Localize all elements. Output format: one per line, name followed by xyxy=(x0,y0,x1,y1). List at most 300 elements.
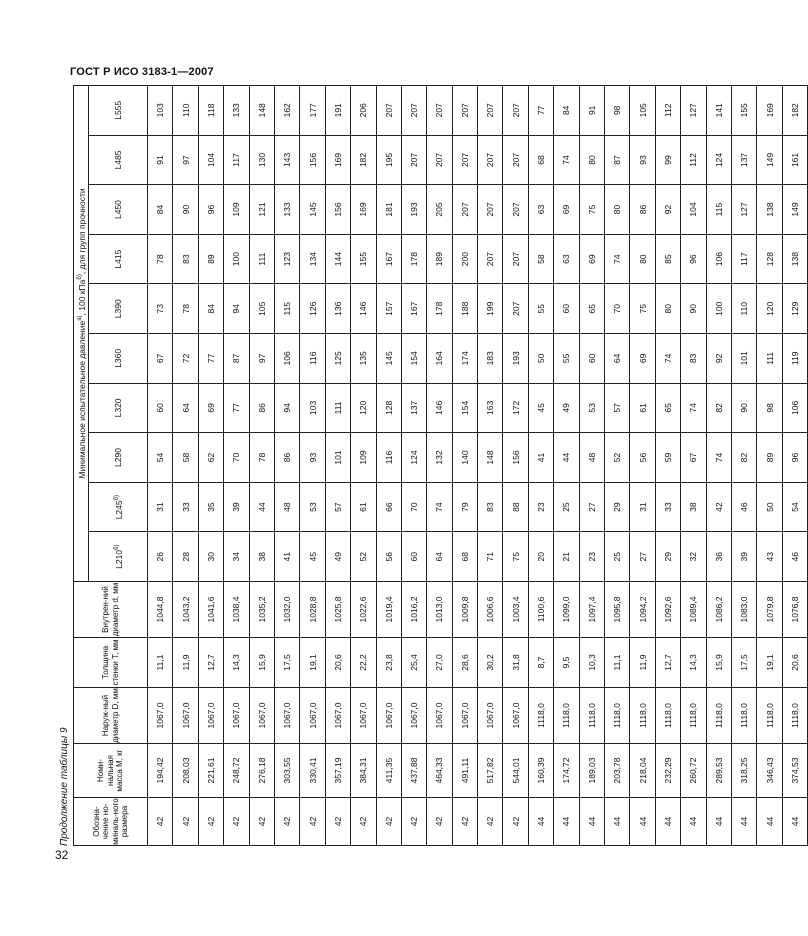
table-cell: 1003,4 xyxy=(503,582,528,638)
table-cell: 25 xyxy=(605,532,630,582)
table-cell: 1118,0 xyxy=(528,688,553,744)
table-cell: 384,31 xyxy=(351,744,376,798)
table-row xyxy=(757,85,782,845)
table-cell: 74 xyxy=(681,383,706,433)
table-cell: 22,2 xyxy=(351,638,376,688)
table-cell: 45 xyxy=(528,383,553,433)
table-cell: 116 xyxy=(300,334,325,384)
table-cell: 1067,0 xyxy=(452,688,477,744)
table-cell: 77 xyxy=(528,85,553,135)
table-cell: 154 xyxy=(452,383,477,433)
table-cell: 56 xyxy=(376,532,401,582)
table-cell: 46 xyxy=(731,482,756,532)
table-cell: 17,5 xyxy=(274,638,299,688)
table-cell: 207 xyxy=(478,135,503,185)
table-cell: 44 xyxy=(554,433,579,483)
table-row xyxy=(148,85,173,845)
table-cell: 57 xyxy=(325,482,350,532)
table-cell: 1067,0 xyxy=(478,688,503,744)
table-cell: 208,03 xyxy=(173,744,198,798)
table-cell: 200 xyxy=(452,234,477,284)
table-cell: 17,5 xyxy=(731,638,756,688)
table-cell: 31,8 xyxy=(503,638,528,688)
table-cell: 97 xyxy=(249,334,274,384)
table-row xyxy=(554,85,579,845)
table-cell: 1067,0 xyxy=(376,688,401,744)
table-cell: 260,72 xyxy=(681,744,706,798)
table-cell: 103 xyxy=(300,383,325,433)
table-cell: 162 xyxy=(274,85,299,135)
table-cell: 15,9 xyxy=(706,638,731,688)
table-cell: 1009,8 xyxy=(452,582,477,638)
table-cell: 1067,0 xyxy=(427,688,452,744)
table-cell: 1118,0 xyxy=(630,688,655,744)
table-cell: 52 xyxy=(605,433,630,483)
table-cell: 42 xyxy=(198,798,223,846)
table-cell: 101 xyxy=(325,433,350,483)
grade-header-l450: L450 xyxy=(89,185,148,235)
table-cell: 11,9 xyxy=(630,638,655,688)
table-cell: 1118,0 xyxy=(782,688,807,744)
table-cell: 149 xyxy=(782,185,807,235)
table-cell: 1094,2 xyxy=(630,582,655,638)
table-cell: 78 xyxy=(148,234,173,284)
table-cell: 1079,8 xyxy=(757,582,782,638)
table-cell: 49 xyxy=(325,532,350,582)
table-cell: 164 xyxy=(427,334,452,384)
table-cell: 138 xyxy=(757,185,782,235)
table-cell: 191 xyxy=(325,85,350,135)
table-cell: 160,39 xyxy=(528,744,553,798)
table-cell: 178 xyxy=(401,234,426,284)
table-cell: 1067,0 xyxy=(300,688,325,744)
table-cell: 330,41 xyxy=(300,744,325,798)
table-cell: 62 xyxy=(198,433,223,483)
table-cell: 45 xyxy=(300,532,325,582)
table-cell: 70 xyxy=(605,284,630,334)
table-row xyxy=(173,85,198,845)
table-cell: 71 xyxy=(478,532,503,582)
table-cell: 218,04 xyxy=(630,744,655,798)
table-cell: 145 xyxy=(300,185,325,235)
table-cell: 207 xyxy=(452,185,477,235)
table-cell: 96 xyxy=(198,185,223,235)
table-cell: 87 xyxy=(605,135,630,185)
table-cell: 44 xyxy=(681,798,706,846)
table-cell: 491,11 xyxy=(452,744,477,798)
table-cell: 83 xyxy=(478,482,503,532)
table-cell: 1092,6 xyxy=(655,582,680,638)
table-cell: 103 xyxy=(148,85,173,135)
table-cell: 126 xyxy=(300,284,325,334)
table-cell: 1028,8 xyxy=(300,582,325,638)
table-cell: 75 xyxy=(579,185,604,235)
table-cell: 136 xyxy=(325,284,350,334)
table-cell: 19,1 xyxy=(757,638,782,688)
table-cell: 14,3 xyxy=(681,638,706,688)
table-cell: 140 xyxy=(452,433,477,483)
table-cell: 207 xyxy=(427,135,452,185)
table-cell: 93 xyxy=(630,135,655,185)
table-cell: 129 xyxy=(782,284,807,334)
table-cell: 146 xyxy=(351,284,376,334)
table-cell: 65 xyxy=(579,284,604,334)
table-row xyxy=(528,85,553,845)
table-cell: 60 xyxy=(579,334,604,384)
table-cell: 68 xyxy=(528,135,553,185)
table-cell: 248,72 xyxy=(224,744,249,798)
table-row xyxy=(198,85,223,845)
table-cell: 127 xyxy=(731,185,756,235)
table-cell: 137 xyxy=(401,383,426,433)
table-cell: 74 xyxy=(554,135,579,185)
table-row xyxy=(782,85,807,845)
table-cell: 75 xyxy=(630,284,655,334)
table-cell: 33 xyxy=(173,482,198,532)
table-cell: 49 xyxy=(554,383,579,433)
table-cell: 42 xyxy=(300,798,325,846)
table-cell: 56 xyxy=(630,433,655,483)
table-caption: Продолжение таблицы 9 xyxy=(59,727,70,846)
pipe-pressure-table xyxy=(73,85,808,846)
table-cell: 69 xyxy=(554,185,579,235)
table-cell: 34 xyxy=(224,532,249,582)
table-cell: 132 xyxy=(427,433,452,483)
table-cell: 303,55 xyxy=(274,744,299,798)
table-cell: 134 xyxy=(300,234,325,284)
table-cell: 77 xyxy=(224,383,249,433)
table-row xyxy=(249,85,274,845)
table-cell: 104 xyxy=(681,185,706,235)
table-cell: 99 xyxy=(655,135,680,185)
table-cell: 1067,0 xyxy=(401,688,426,744)
table-cell: 42 xyxy=(224,798,249,846)
table-cell: 92 xyxy=(706,334,731,384)
table-cell: 67 xyxy=(681,433,706,483)
table-cell: 143 xyxy=(274,135,299,185)
table-row xyxy=(706,85,731,845)
table-cell: 128 xyxy=(757,234,782,284)
table-cell: 60 xyxy=(401,532,426,582)
header-inner-diameter: Внутрен-ний диаметр d, мм xyxy=(74,582,148,638)
table-cell: 89 xyxy=(757,433,782,483)
table-cell: 205 xyxy=(427,185,452,235)
table-cell: 54 xyxy=(782,482,807,532)
table-cell: 120 xyxy=(351,383,376,433)
table-cell: 36 xyxy=(706,532,731,582)
table-cell: 48 xyxy=(274,482,299,532)
table-cell: 206 xyxy=(351,85,376,135)
table-cell: 11,1 xyxy=(605,638,630,688)
table-cell: 44 xyxy=(554,798,579,846)
table-cell: 1118,0 xyxy=(731,688,756,744)
table-cell: 42 xyxy=(452,798,477,846)
table-cell: 84 xyxy=(554,85,579,135)
table-cell: 207 xyxy=(478,234,503,284)
table-cell: 42 xyxy=(173,798,198,846)
table-cell: 8,7 xyxy=(528,638,553,688)
table-cell: 188 xyxy=(452,284,477,334)
table-cell: 42 xyxy=(706,482,731,532)
table-cell: 437,88 xyxy=(401,744,426,798)
table-cell: 25,4 xyxy=(401,638,426,688)
table-cell: 86 xyxy=(274,433,299,483)
table-cell: 44 xyxy=(579,798,604,846)
table-cell: 12,7 xyxy=(655,638,680,688)
table-cell: 111 xyxy=(325,383,350,433)
table-cell: 120 xyxy=(757,284,782,334)
table-cell: 154 xyxy=(401,334,426,384)
table-cell: 207 xyxy=(503,234,528,284)
table-cell: 73 xyxy=(148,284,173,334)
table-cell: 207 xyxy=(478,85,503,135)
table-cell: 19,1 xyxy=(300,638,325,688)
table-cell: 144 xyxy=(325,234,350,284)
table-cell: 464,33 xyxy=(427,744,452,798)
table-cell: 155 xyxy=(731,85,756,135)
table-cell: 44 xyxy=(655,798,680,846)
table-cell: 189 xyxy=(427,234,452,284)
table-cell: 124 xyxy=(706,135,731,185)
table-cell: 1006,6 xyxy=(478,582,503,638)
table-cell: 1067,0 xyxy=(274,688,299,744)
table-cell: 174,72 xyxy=(554,744,579,798)
table-cell: 123 xyxy=(274,234,299,284)
table-cell: 23 xyxy=(528,482,553,532)
table-cell: 31 xyxy=(148,482,173,532)
table-cell: 155 xyxy=(351,234,376,284)
table-cell: 98 xyxy=(605,85,630,135)
table-cell: 70 xyxy=(224,433,249,483)
table-cell: 30,2 xyxy=(478,638,503,688)
table-cell: 100 xyxy=(706,284,731,334)
table-cell: 52 xyxy=(351,532,376,582)
table-body xyxy=(148,85,808,845)
table-cell: 135 xyxy=(351,334,376,384)
table-cell: 44 xyxy=(605,798,630,846)
table-cell: 31 xyxy=(630,482,655,532)
table-cell: 72 xyxy=(173,334,198,384)
table-cell: 89 xyxy=(198,234,223,284)
table-cell: 83 xyxy=(173,234,198,284)
table-cell: 82 xyxy=(706,383,731,433)
table-cell: 105 xyxy=(249,284,274,334)
table-cell: 64 xyxy=(605,334,630,384)
header-nominal-mass: Номи-нальная масса М, кг xyxy=(74,744,148,798)
table-cell: 199 xyxy=(478,284,503,334)
table-cell: 167 xyxy=(401,284,426,334)
table-cell: 42 xyxy=(351,798,376,846)
table-cell: 66 xyxy=(376,482,401,532)
table-cell: 1038,4 xyxy=(224,582,249,638)
table-cell: 138 xyxy=(782,234,807,284)
table-cell: 27 xyxy=(630,532,655,582)
grade-header-l320: L320 xyxy=(89,383,148,433)
table-cell: 318,25 xyxy=(731,744,756,798)
table-cell: 374,53 xyxy=(782,744,807,798)
table-cell: 544,01 xyxy=(503,744,528,798)
table-cell: 14,3 xyxy=(224,638,249,688)
table-cell: 193 xyxy=(401,185,426,235)
table-row xyxy=(681,85,706,845)
grade-header-l360: L360 xyxy=(89,334,148,384)
table-cell: 96 xyxy=(681,234,706,284)
table-cell: 44 xyxy=(782,798,807,846)
table-cell: 146 xyxy=(427,383,452,433)
table-cell: 77 xyxy=(198,334,223,384)
table-cell: 156 xyxy=(325,185,350,235)
table-cell: 357,19 xyxy=(325,744,350,798)
table-cell: 118 xyxy=(198,85,223,135)
table-cell: 91 xyxy=(579,85,604,135)
table-cell: 104 xyxy=(198,135,223,185)
table-cell: 86 xyxy=(249,383,274,433)
table-cell: 1118,0 xyxy=(757,688,782,744)
table-cell: 101 xyxy=(731,334,756,384)
table-cell: 1016,2 xyxy=(401,582,426,638)
table-cell: 44 xyxy=(757,798,782,846)
table-cell: 117 xyxy=(224,135,249,185)
table-cell: 207 xyxy=(503,85,528,135)
table-cell: 1035,2 xyxy=(249,582,274,638)
table-cell: 98 xyxy=(757,383,782,433)
table-cell: 1118,0 xyxy=(706,688,731,744)
table-row xyxy=(401,85,426,845)
table-cell: 112 xyxy=(655,85,680,135)
table-row xyxy=(224,85,249,845)
table-cell: 33 xyxy=(655,482,680,532)
table-cell: 181 xyxy=(376,185,401,235)
table-cell: 42 xyxy=(427,798,452,846)
grade-header-l415: L415 xyxy=(89,234,148,284)
table-cell: 12,7 xyxy=(198,638,223,688)
table-cell: 28 xyxy=(173,532,198,582)
table-cell: 74 xyxy=(427,482,452,532)
table-cell: 194,42 xyxy=(148,744,173,798)
table-row xyxy=(630,85,655,845)
table-row xyxy=(605,85,630,845)
table-cell: 55 xyxy=(554,334,579,384)
grade-header-l390: L390 xyxy=(89,284,148,334)
grade-header-l485: L485 xyxy=(89,135,148,185)
table-cell: 130 xyxy=(249,135,274,185)
table-cell: 207 xyxy=(503,284,528,334)
rotated-table-area xyxy=(58,86,800,846)
table-cell: 74 xyxy=(706,433,731,483)
table-cell: 207 xyxy=(452,135,477,185)
table-cell: 61 xyxy=(630,383,655,433)
grade-header-l290: L290 xyxy=(89,433,148,483)
table-cell: 53 xyxy=(579,383,604,433)
table-cell: 93 xyxy=(300,433,325,483)
table-cell: 1019,4 xyxy=(376,582,401,638)
header-outer-diameter: Наруж-ный диаметр D, мм xyxy=(74,688,148,744)
table-cell: 44 xyxy=(249,482,274,532)
table-cell: 32 xyxy=(681,532,706,582)
table-cell: 137 xyxy=(731,135,756,185)
table-cell: 161 xyxy=(782,135,807,185)
table-cell: 42 xyxy=(148,798,173,846)
table-cell: 80 xyxy=(605,185,630,235)
table-cell: 125 xyxy=(325,334,350,384)
table-cell: 106 xyxy=(706,234,731,284)
table-cell: 1067,0 xyxy=(173,688,198,744)
table-cell: 54 xyxy=(148,433,173,483)
table-row xyxy=(300,85,325,845)
table-cell: 41 xyxy=(274,532,299,582)
table-cell: 94 xyxy=(274,383,299,433)
table-cell: 1076,8 xyxy=(782,582,807,638)
table-cell: 100 xyxy=(224,234,249,284)
table-cell: 90 xyxy=(731,383,756,433)
table-cell: 82 xyxy=(731,433,756,483)
table-cell: 1067,0 xyxy=(224,688,249,744)
table-cell: 74 xyxy=(655,334,680,384)
table-cell: 172 xyxy=(503,383,528,433)
table-cell: 42 xyxy=(325,798,350,846)
table-cell: 80 xyxy=(579,135,604,185)
table-cell: 87 xyxy=(224,334,249,384)
table-cell: 29 xyxy=(605,482,630,532)
table-cell: 1041,6 xyxy=(198,582,223,638)
table-row xyxy=(579,85,604,845)
table-cell: 1118,0 xyxy=(554,688,579,744)
table-cell: 203,78 xyxy=(605,744,630,798)
table-row xyxy=(478,85,503,845)
table-cell: 183 xyxy=(478,334,503,384)
table-cell: 289,53 xyxy=(706,744,731,798)
table-cell: 1067,0 xyxy=(325,688,350,744)
table-cell: 42 xyxy=(274,798,299,846)
table-cell: 35 xyxy=(198,482,223,532)
table-cell: 1022,6 xyxy=(351,582,376,638)
table-cell: 20,6 xyxy=(325,638,350,688)
table-cell: 207 xyxy=(427,85,452,135)
document-title: ГОСТ Р ИСО 3183-1—2007 xyxy=(70,66,214,78)
table-cell: 20 xyxy=(528,532,553,582)
table-cell: 1044,8 xyxy=(148,582,173,638)
table-cell: 195 xyxy=(376,135,401,185)
table-cell: 88 xyxy=(503,482,528,532)
table-cell: 207 xyxy=(503,185,528,235)
table-cell: 133 xyxy=(274,185,299,235)
table-cell: 106 xyxy=(274,334,299,384)
table-cell: 75 xyxy=(503,532,528,582)
table-cell: 28,6 xyxy=(452,638,477,688)
table-cell: 1100,6 xyxy=(528,582,553,638)
table-cell: 148 xyxy=(478,433,503,483)
table-cell: 42 xyxy=(401,798,426,846)
table-cell: 59 xyxy=(655,433,680,483)
table-cell: 1089,4 xyxy=(681,582,706,638)
table-cell: 90 xyxy=(173,185,198,235)
table-cell: 27,0 xyxy=(427,638,452,688)
table-cell: 30 xyxy=(198,532,223,582)
table-cell: 60 xyxy=(554,284,579,334)
table-cell: 23 xyxy=(579,532,604,582)
table-cell: 517,82 xyxy=(478,744,503,798)
table-cell: 207 xyxy=(478,185,503,235)
table-row xyxy=(376,85,401,845)
grade-header-l210: $L210^{б)}$ xyxy=(89,532,148,582)
table-cell: 177 xyxy=(300,85,325,135)
table-cell: 48 xyxy=(579,433,604,483)
header-designation: Обозна-чение но-миналь-ного размера xyxy=(74,798,148,846)
table-cell: 25 xyxy=(554,482,579,532)
table-cell: 84 xyxy=(148,185,173,235)
grade-header-l555: L555 xyxy=(89,85,148,135)
table-cell: 43 xyxy=(757,532,782,582)
